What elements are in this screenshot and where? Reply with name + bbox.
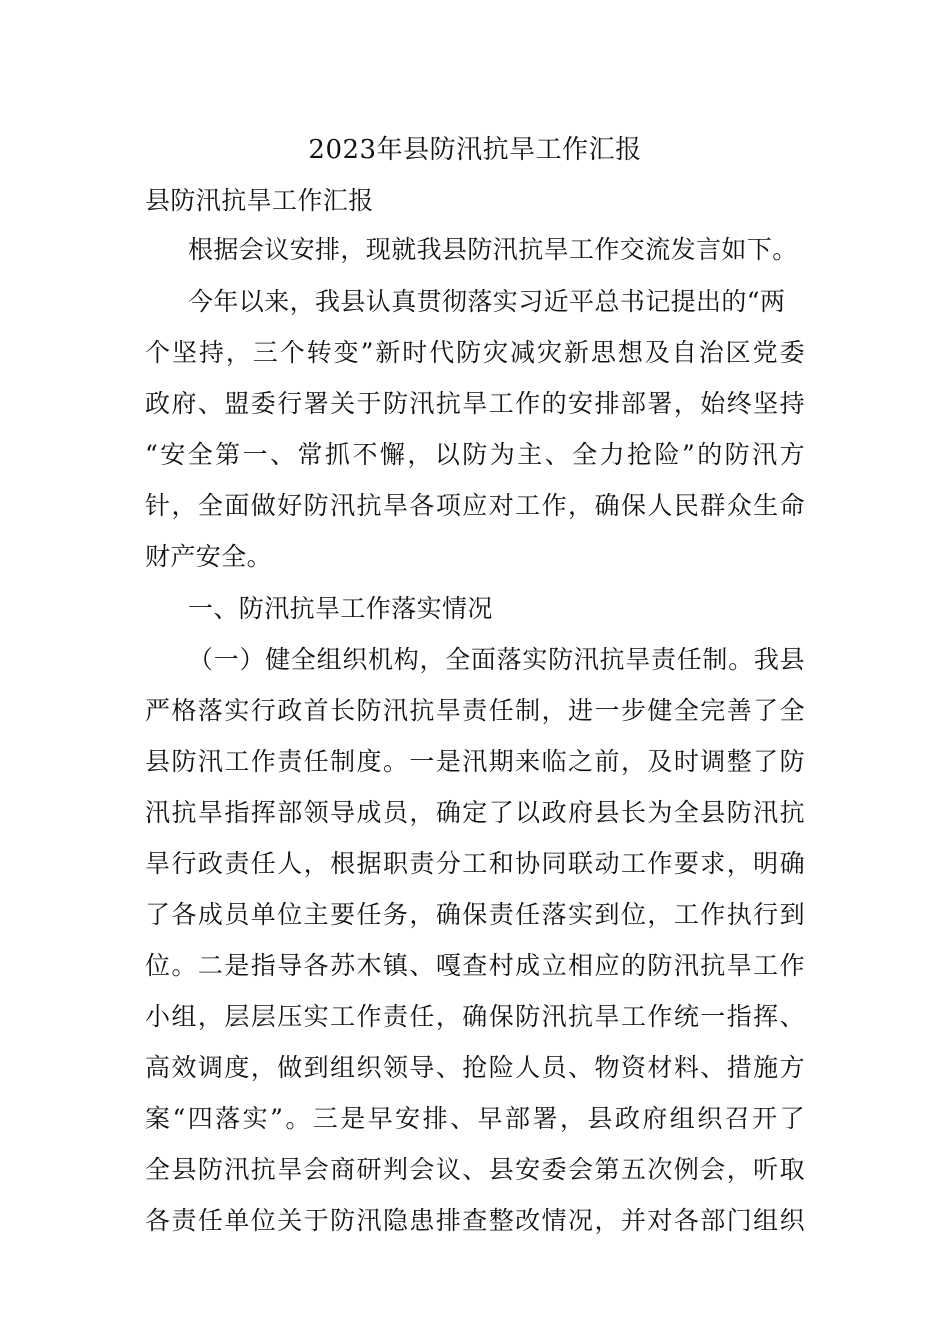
body-line: “安全第一、常抓不懈，以防为主、全力抢险”的防汛方 xyxy=(145,440,805,469)
body-line: 财产安全。 xyxy=(145,542,273,571)
body-line: 县防汛工作责任制度。一是汛期来临之前，及时调整了防 xyxy=(145,747,805,776)
section-heading: 一、防汛抗旱工作落实情况 xyxy=(188,594,493,623)
body-line: 全县防汛抗旱会商研判会议、县安委会第五次例会，听取 xyxy=(145,1155,805,1184)
body-line: 针，全面做好防汛抗旱各项应对工作，确保人民群众生命 xyxy=(145,491,805,520)
body-line: 根据会议安排，现就我县防汛抗旱工作交流发言如下。 xyxy=(188,235,798,264)
body-line: 个坚持，三个转变”新时代防灾减灾新思想及自治区党委 xyxy=(145,338,805,367)
body-line: 小组，层层压实工作责任，确保防汛抗旱工作统一指挥、 xyxy=(145,1002,805,1031)
body-line: 案“四落实”。三是早安排、早部署，县政府组织召开了 xyxy=(145,1104,805,1133)
body-line: （一）健全组织机构，全面落实防汛抗旱责任制。我县 xyxy=(188,645,805,674)
body-line: 旱行政责任人，根据职责分工和协同联动工作要求，明确 xyxy=(145,849,805,878)
body-line: 高效调度，做到组织领导、抢险人员、物资材料、措施方 xyxy=(145,1053,805,1082)
body-line: 政府、盟委行署关于防汛抗旱工作的安排部署，始终坚持 xyxy=(145,389,805,418)
body-line: 汛抗旱指挥部领导成员，确定了以政府县长为全县防汛抗 xyxy=(145,798,805,827)
body-line: 严格落实行政首长防汛抗旱责任制，进一步健全完善了全 xyxy=(145,696,805,725)
body-line: 各责任单位关于防汛隐患排查整改情况，并对各部门组织 xyxy=(145,1206,805,1235)
subtitle-line: 县防汛抗旱工作汇报 xyxy=(145,186,374,215)
body-line: 今年以来，我县认真贯彻落实习近平总书记提出的“两 xyxy=(188,287,786,316)
body-line: 了各成员单位主要任务，确保责任落实到位，工作执行到 xyxy=(145,900,805,929)
document-title: 2023年县防汛抗旱工作汇报 xyxy=(308,135,642,165)
body-line: 位。二是指导各苏木镇、嘎查村成立相应的防汛抗旱工作 xyxy=(145,951,805,980)
